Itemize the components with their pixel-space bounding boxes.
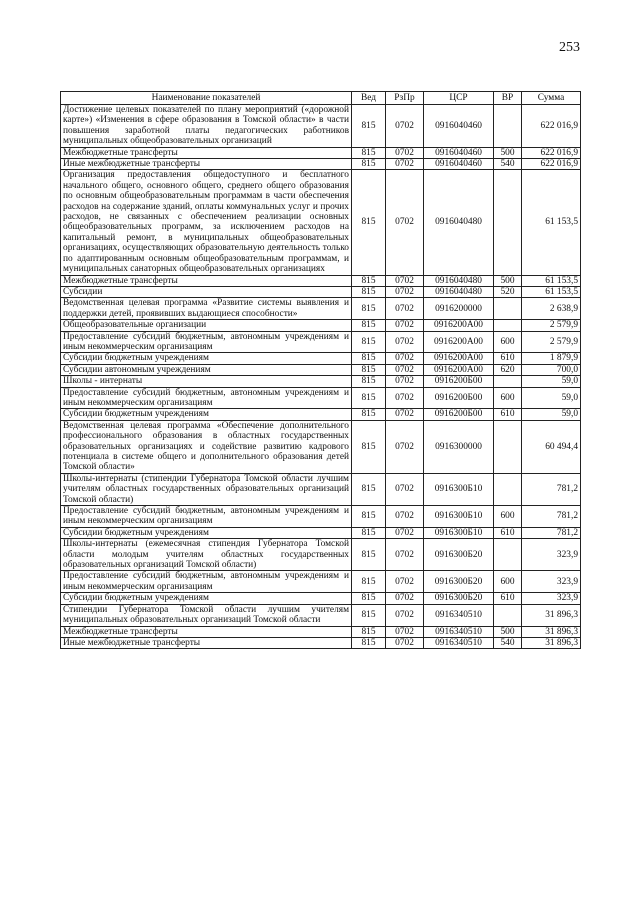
table-row bbox=[61, 473, 581, 505]
row-name: Иные межбюджетные трансферты bbox=[61, 637, 352, 648]
row-sum: 323,9 bbox=[522, 571, 581, 593]
table-row bbox=[61, 637, 581, 648]
row-rzpr: 0702 bbox=[386, 604, 424, 626]
row-ved: 815 bbox=[352, 571, 386, 593]
row-csr: 0916200Б00 bbox=[424, 387, 494, 409]
row-name: Предоставление субсидий бюджетным, автономным учреждениям и иным некоммерческим организациям bbox=[61, 506, 352, 528]
row-csr: 0916300000 bbox=[424, 420, 494, 473]
row-rzpr: 0702 bbox=[386, 298, 424, 320]
row-name: Организация предоставления общедоступного и бесплатного начального общего, основного общего, среднего общего образования по основным общеобразовательным программам в части обеспечения расходов на содержание зданий, оплаты коммунальных услуг и прочих расходов, не связанных с обеспечением реализации основных общеобразовательных программ, за исключением расходов на капитальный ремонт, в муниципальных общеобразовательных организациях, осуществляющих образовательную деятельность только по адаптированным основным общеобразовательным программам, и муниципальных санаторных общеобразовательных организациях bbox=[61, 170, 352, 275]
row-rzpr: 0702 bbox=[386, 637, 424, 648]
row-ved: 815 bbox=[352, 604, 386, 626]
row-vr bbox=[494, 604, 522, 626]
row-csr: 0916340510 bbox=[424, 626, 494, 637]
row-csr: 0916200Б00 bbox=[424, 409, 494, 420]
table-row bbox=[61, 353, 581, 364]
row-name: Школы-интернаты (стипендии Губернатора Томской области лучшим учителям областных государственных образовательных организаций Томской области) bbox=[61, 473, 352, 505]
row-csr: 0916040480 bbox=[424, 170, 494, 275]
row-rzpr: 0702 bbox=[386, 506, 424, 528]
row-vr: 610 bbox=[494, 409, 522, 420]
row-sum: 622 016,9 bbox=[522, 147, 581, 158]
row-rzpr: 0702 bbox=[386, 331, 424, 353]
table-row bbox=[61, 331, 581, 353]
row-name: Стипендии Губернатора Томской области лучшим учителям муниципальных образовательных организаций Томской области bbox=[61, 604, 352, 626]
row-vr bbox=[494, 105, 522, 148]
header-rzpr: РзПр bbox=[386, 92, 424, 105]
row-sum: 1 879,9 bbox=[522, 353, 581, 364]
row-sum: 31 896,3 bbox=[522, 626, 581, 637]
row-rzpr: 0702 bbox=[386, 159, 424, 170]
row-vr: 520 bbox=[494, 286, 522, 297]
row-name: Общеобразовательные организации bbox=[61, 320, 352, 331]
row-csr: 0916300Б20 bbox=[424, 571, 494, 593]
row-name: Иные межбюджетные трансферты bbox=[61, 159, 352, 170]
row-rzpr: 0702 bbox=[386, 420, 424, 473]
row-rzpr: 0702 bbox=[386, 626, 424, 637]
row-sum: 2 638,9 bbox=[522, 298, 581, 320]
header-csr: ЦСР bbox=[424, 92, 494, 105]
row-sum: 700,0 bbox=[522, 364, 581, 375]
row-ved: 815 bbox=[352, 539, 386, 571]
row-ved: 815 bbox=[352, 275, 386, 286]
row-csr: 0916040480 bbox=[424, 275, 494, 286]
row-ved: 815 bbox=[352, 506, 386, 528]
table-row bbox=[61, 409, 581, 420]
row-vr: 500 bbox=[494, 147, 522, 158]
row-sum: 61 153,5 bbox=[522, 286, 581, 297]
table-row bbox=[61, 527, 581, 538]
row-rzpr: 0702 bbox=[386, 320, 424, 331]
row-ved: 815 bbox=[352, 331, 386, 353]
row-rzpr: 0702 bbox=[386, 275, 424, 286]
row-ved: 815 bbox=[352, 286, 386, 297]
row-ved: 815 bbox=[352, 364, 386, 375]
row-ved: 815 bbox=[352, 320, 386, 331]
row-name: Межбюджетные трансферты bbox=[61, 626, 352, 637]
row-rzpr: 0702 bbox=[386, 527, 424, 538]
row-ved: 815 bbox=[352, 105, 386, 148]
row-vr bbox=[494, 376, 522, 387]
row-ved: 815 bbox=[352, 147, 386, 158]
row-vr: 600 bbox=[494, 331, 522, 353]
header-sum: Сумма bbox=[522, 92, 581, 105]
row-ved: 815 bbox=[352, 409, 386, 420]
row-name: Субсидии бюджетным учреждениям bbox=[61, 593, 352, 604]
table-row bbox=[61, 286, 581, 297]
table-row bbox=[61, 105, 581, 148]
row-vr bbox=[494, 170, 522, 275]
row-vr: 500 bbox=[494, 275, 522, 286]
row-name: Предоставление субсидий бюджетным, автономным учреждениям и иным некоммерческим организациям bbox=[61, 331, 352, 353]
row-name: Субсидии бюджетным учреждениям bbox=[61, 527, 352, 538]
row-rzpr: 0702 bbox=[386, 571, 424, 593]
row-rzpr: 0702 bbox=[386, 286, 424, 297]
table-row bbox=[61, 593, 581, 604]
table-row bbox=[61, 298, 581, 320]
row-name: Ведомственная целевая программа «Развитие системы выявления и поддержки детей, проявивших выдающиеся способности» bbox=[61, 298, 352, 320]
row-csr: 0916200А00 bbox=[424, 364, 494, 375]
row-rzpr: 0702 bbox=[386, 353, 424, 364]
page-number: 253 bbox=[559, 40, 580, 55]
row-sum: 781,2 bbox=[522, 527, 581, 538]
row-csr: 0916340510 bbox=[424, 637, 494, 648]
table-row bbox=[61, 387, 581, 409]
row-vr: 500 bbox=[494, 626, 522, 637]
row-rzpr: 0702 bbox=[386, 593, 424, 604]
row-ved: 815 bbox=[352, 376, 386, 387]
row-rzpr: 0702 bbox=[386, 170, 424, 275]
row-ved: 815 bbox=[352, 170, 386, 275]
row-csr: 0916300Б10 bbox=[424, 473, 494, 505]
row-sum: 31 896,3 bbox=[522, 637, 581, 648]
row-vr: 540 bbox=[494, 637, 522, 648]
row-rzpr: 0702 bbox=[386, 364, 424, 375]
row-ved: 815 bbox=[352, 298, 386, 320]
row-sum: 622 016,9 bbox=[522, 105, 581, 148]
row-csr: 0916200А00 bbox=[424, 353, 494, 364]
row-vr: 600 bbox=[494, 571, 522, 593]
row-name: Школы - интернаты bbox=[61, 376, 352, 387]
row-rzpr: 0702 bbox=[386, 105, 424, 148]
row-sum: 781,2 bbox=[522, 473, 581, 505]
row-sum: 2 579,9 bbox=[522, 331, 581, 353]
table-row bbox=[61, 626, 581, 637]
row-ved: 815 bbox=[352, 159, 386, 170]
table-row bbox=[61, 571, 581, 593]
table-row bbox=[61, 604, 581, 626]
header-ved: Вед bbox=[352, 92, 386, 105]
row-sum: 59,0 bbox=[522, 376, 581, 387]
row-ved: 815 bbox=[352, 527, 386, 538]
row-rzpr: 0702 bbox=[386, 539, 424, 571]
row-vr: 600 bbox=[494, 387, 522, 409]
row-vr bbox=[494, 473, 522, 505]
row-rzpr: 0702 bbox=[386, 147, 424, 158]
row-vr: 610 bbox=[494, 593, 522, 604]
table-row bbox=[61, 420, 581, 473]
row-sum: 61 153,5 bbox=[522, 275, 581, 286]
table-row bbox=[61, 320, 581, 331]
row-sum: 61 153,5 bbox=[522, 170, 581, 275]
row-csr: 0916200000 bbox=[424, 298, 494, 320]
table-row bbox=[61, 147, 581, 158]
row-name: Субсидии бюджетным учреждениям bbox=[61, 353, 352, 364]
row-name: Предоставление субсидий бюджетным, автономным учреждениям и иным некоммерческим организациям bbox=[61, 387, 352, 409]
row-vr: 610 bbox=[494, 353, 522, 364]
row-rzpr: 0702 bbox=[386, 409, 424, 420]
row-csr: 0916040460 bbox=[424, 105, 494, 148]
row-name: Ведомственная целевая программа «Обеспечение дополнительного профессионального образования в областных государственных образовательных организациях и содействие развитию кадрового потенциала в системе общего и дополнительного образования детей Томской области» bbox=[61, 420, 352, 473]
table-row bbox=[61, 376, 581, 387]
row-sum: 622 016,9 bbox=[522, 159, 581, 170]
table-row bbox=[61, 159, 581, 170]
row-name: Предоставление субсидий бюджетным, автономным учреждениям и иным некоммерческим организациям bbox=[61, 571, 352, 593]
header-name: Наименование показателей bbox=[61, 92, 352, 105]
row-vr bbox=[494, 320, 522, 331]
table-row bbox=[61, 539, 581, 571]
row-sum: 59,0 bbox=[522, 409, 581, 420]
row-csr: 0916340510 bbox=[424, 604, 494, 626]
row-ved: 815 bbox=[352, 637, 386, 648]
row-vr bbox=[494, 420, 522, 473]
row-ved: 815 bbox=[352, 387, 386, 409]
row-name: Достижение целевых показателей по плану мероприятий («дорожной карте») «Изменения в сфере образования в Томской области» в части повышения заработной платы педагогических работников муниципальных общеобразовательных организаций bbox=[61, 105, 352, 148]
budget-table bbox=[60, 91, 581, 649]
table-row bbox=[61, 506, 581, 528]
table-row bbox=[61, 170, 581, 275]
row-vr: 540 bbox=[494, 159, 522, 170]
row-vr bbox=[494, 298, 522, 320]
table-row bbox=[61, 275, 581, 286]
row-name: Субсидии автономным учреждениям bbox=[61, 364, 352, 375]
row-csr: 0916040460 bbox=[424, 159, 494, 170]
header-vr: ВР bbox=[494, 92, 522, 105]
row-rzpr: 0702 bbox=[386, 376, 424, 387]
row-sum: 2 579,9 bbox=[522, 320, 581, 331]
row-csr: 0916040460 bbox=[424, 147, 494, 158]
row-rzpr: 0702 bbox=[386, 387, 424, 409]
row-vr: 600 bbox=[494, 506, 522, 528]
row-sum: 60 494,4 bbox=[522, 420, 581, 473]
row-csr: 0916300Б10 bbox=[424, 527, 494, 538]
row-sum: 323,9 bbox=[522, 539, 581, 571]
row-name: Межбюджетные трансферты bbox=[61, 147, 352, 158]
row-vr: 620 bbox=[494, 364, 522, 375]
row-sum: 31 896,3 bbox=[522, 604, 581, 626]
row-csr: 0916300Б20 bbox=[424, 593, 494, 604]
row-name: Межбюджетные трансферты bbox=[61, 275, 352, 286]
table-header-row bbox=[61, 92, 581, 105]
row-rzpr: 0702 bbox=[386, 473, 424, 505]
row-sum: 323,9 bbox=[522, 593, 581, 604]
row-ved: 815 bbox=[352, 473, 386, 505]
row-ved: 815 bbox=[352, 593, 386, 604]
row-ved: 815 bbox=[352, 353, 386, 364]
row-ved: 815 bbox=[352, 420, 386, 473]
row-csr: 0916300Б10 bbox=[424, 506, 494, 528]
row-ved: 815 bbox=[352, 626, 386, 637]
row-sum: 59,0 bbox=[522, 387, 581, 409]
row-vr: 610 bbox=[494, 527, 522, 538]
row-name: Школы-интернаты (ежемесячная стипендия Губернатора Томской области молодым учителям областных государственных образовательных организаций Томской области) bbox=[61, 539, 352, 571]
row-vr bbox=[494, 539, 522, 571]
row-csr: 0916200А00 bbox=[424, 320, 494, 331]
row-name: Субсидии bbox=[61, 286, 352, 297]
row-sum: 781,2 bbox=[522, 506, 581, 528]
row-csr: 0916200А00 bbox=[424, 331, 494, 353]
table-row bbox=[61, 364, 581, 375]
row-csr: 0916040480 bbox=[424, 286, 494, 297]
row-name: Субсидии бюджетным учреждениям bbox=[61, 409, 352, 420]
row-csr: 0916200Б00 bbox=[424, 376, 494, 387]
row-csr: 0916300Б20 bbox=[424, 539, 494, 571]
